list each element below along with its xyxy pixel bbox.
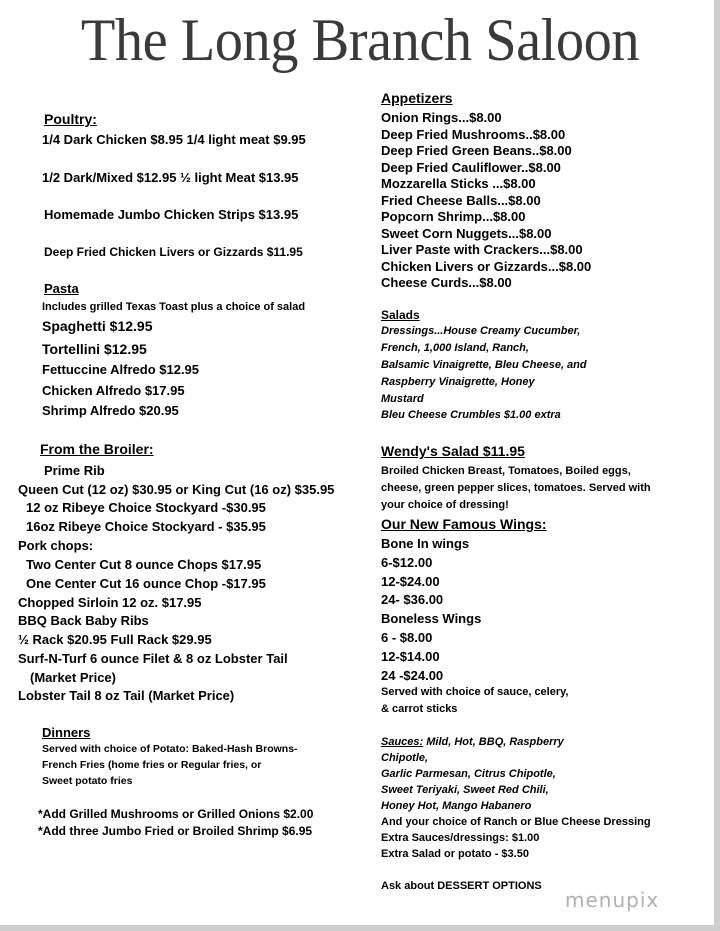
dinners-heading: Dinners <box>42 725 91 740</box>
poultry-heading: Poultry: <box>44 111 97 127</box>
wings-line: 6-$12.00 <box>381 555 433 570</box>
wings-served: Served with choice of sauce, celery, <box>381 686 569 698</box>
appetizer-item: Cheese Curds...$8.00 <box>381 275 512 290</box>
broiler-line: 16oz Ribeye Choice Stockyard - $35.95 <box>26 519 266 534</box>
poultry-item: Homemade Jumbo Chicken Strips $13.95 <box>44 207 299 222</box>
dinners-line: Served with choice of Potato: Baked-Hash Browns- <box>42 743 298 755</box>
sauces-line: Garlic Parmesan, Citrus Chipotle, <box>381 768 556 780</box>
broiler-line: Two Center Cut 8 ounce Chops $17.95 <box>26 557 262 572</box>
broiler-line: (Market Price) <box>30 670 116 685</box>
appetizer-item: Liver Paste with Crackers...$8.00 <box>381 242 583 257</box>
appetizer-item: Deep Fried Mushrooms..$8.00 <box>381 127 566 142</box>
sauces-line: Chipotle, <box>381 752 429 764</box>
broiler-line: Queen Cut (12 oz) $30.95 or King Cut (16 oz) $35.95 <box>18 482 335 497</box>
appetizer-item: Chicken Livers or Gizzards...$8.00 <box>381 259 592 274</box>
dinners-addon: *Add Grilled Mushrooms or Grilled Onions $2.00 <box>38 807 314 821</box>
broiler-line: Lobster Tail 8 oz Tail (Market Price) <box>18 688 235 703</box>
wings-line: Bone In wings <box>381 536 470 551</box>
appetizer-item: Popcorn Shrimp...$8.00 <box>381 209 526 224</box>
dinners-addon: *Add three Jumbo Fried or Broiled Shrimp $6.95 <box>38 824 313 838</box>
restaurant-title: The Long Branch Saloon <box>80 7 640 73</box>
wendys-line: cheese, green pepper slices, tomatoes. Served with <box>381 482 651 494</box>
appetizer-item: Deep Fried Cauliflower..$8.00 <box>381 160 561 175</box>
wings-line: 12-$24.00 <box>381 574 440 589</box>
broiler-heading: From the Broiler: <box>40 441 154 457</box>
poultry-item: 1/2 Dark/Mixed $12.95 ½ light Meat $13.95 <box>42 170 299 185</box>
salads-line: Mustard <box>381 393 424 405</box>
sauces-extra: Extra Sauces/dressings: $1.00 <box>381 832 540 844</box>
wings-served: & carrot sticks <box>381 703 458 715</box>
sauces-extra: And your choice of Ranch or Blue Cheese Dressing <box>381 816 651 828</box>
appetizer-item: Sweet Corn Nuggets...$8.00 <box>381 226 552 241</box>
wings-line: Boneless Wings <box>381 611 482 626</box>
poultry-item: Deep Fried Chicken Livers or Gizzards $11.95 <box>44 245 303 259</box>
pasta-item: Tortellini $12.95 <box>42 341 147 357</box>
broiler-line: 12 oz Ribeye Choice Stockyard -$30.95 <box>26 500 266 515</box>
sauces-extra: Extra Salad or potato - $3.50 <box>381 848 529 860</box>
appetizers-heading: Appetizers <box>381 90 453 106</box>
appetizer-item: Fried Cheese Balls...$8.00 <box>381 193 541 208</box>
wendys-line: Broiled Chicken Breast, Tomatoes, Boiled eggs, <box>381 465 631 477</box>
salads-line: French, 1,000 Island, Ranch, <box>381 342 529 354</box>
pasta-item: Shrimp Alfredo $20.95 <box>42 403 179 418</box>
dinners-line: French Fries (home fries or Regular fries, or <box>42 759 262 771</box>
broiler-line: BBQ Back Baby Ribs <box>18 613 149 628</box>
broiler-line: Prime Rib <box>44 463 105 478</box>
appetizer-item: Mozzarella Sticks ...$8.00 <box>381 176 536 191</box>
broiler-line: ½ Rack $20.95 Full Rack $29.95 <box>18 632 212 647</box>
pasta-item: Spaghetti $12.95 <box>42 318 153 334</box>
wings-line: 12-$14.00 <box>381 649 440 664</box>
wings-heading: Our New Famous Wings: <box>381 516 547 532</box>
sauces-line: Sweet Teriyaki, Sweet Red Chili, <box>381 784 549 796</box>
wendys-line: your choice of dressing! <box>381 499 509 511</box>
appetizer-item: Deep Fried Green Beans..$8.00 <box>381 143 572 158</box>
salads-line: Dressings...House Creamy Cucumber, <box>381 325 581 337</box>
pasta-item: Chicken Alfredo $17.95 <box>42 383 185 398</box>
broiler-line: Surf-N-Turf 6 ounce Filet & 8 oz Lobster Tail <box>18 651 288 666</box>
pasta-note: Includes grilled Texas Toast plus a choice of salad <box>42 301 306 313</box>
sauces-line: Honey Hot, Mango Habanero <box>381 800 532 812</box>
poultry-item: 1/4 Dark Chicken $8.95 1/4 light meat $9.95 <box>42 132 306 147</box>
appetizer-item: Onion Rings...$8.00 <box>381 110 502 125</box>
salads-line: Bleu Cheese Crumbles $1.00 extra <box>381 409 561 421</box>
salads-heading: Salads <box>381 308 420 322</box>
wendys-heading: Wendy's Salad $11.95 <box>381 443 525 459</box>
wings-line: 24- $36.00 <box>381 592 444 607</box>
wings-line: 24 -$24.00 <box>381 668 444 683</box>
sauces-line-first <box>381 736 564 748</box>
sauces-first: Mild, Hot, BBQ, Raspberry <box>423 736 564 748</box>
salads-line: Raspberry Vinaigrette, Honey <box>381 376 535 388</box>
wings-line: 6 - $8.00 <box>381 630 433 645</box>
sauces-label: Sauces: <box>381 736 424 748</box>
broiler-line: Chopped Sirloin 12 oz. $17.95 <box>18 595 202 610</box>
broiler-line: Pork chops: <box>18 538 94 553</box>
broiler-line: One Center Cut 16 ounce Chop -$17.95 <box>26 576 266 591</box>
dessert-note: Ask about DESSERT OPTIONS <box>381 880 542 892</box>
pasta-heading: Pasta <box>44 281 79 296</box>
dinners-line: Sweet potato fries <box>42 775 133 787</box>
menupix-watermark: menupix <box>565 888 660 912</box>
salads-line: Balsamic Vinaigrette, Bleu Cheese, and <box>381 359 587 371</box>
pasta-item: Fettuccine Alfredo $12.95 <box>42 362 200 377</box>
